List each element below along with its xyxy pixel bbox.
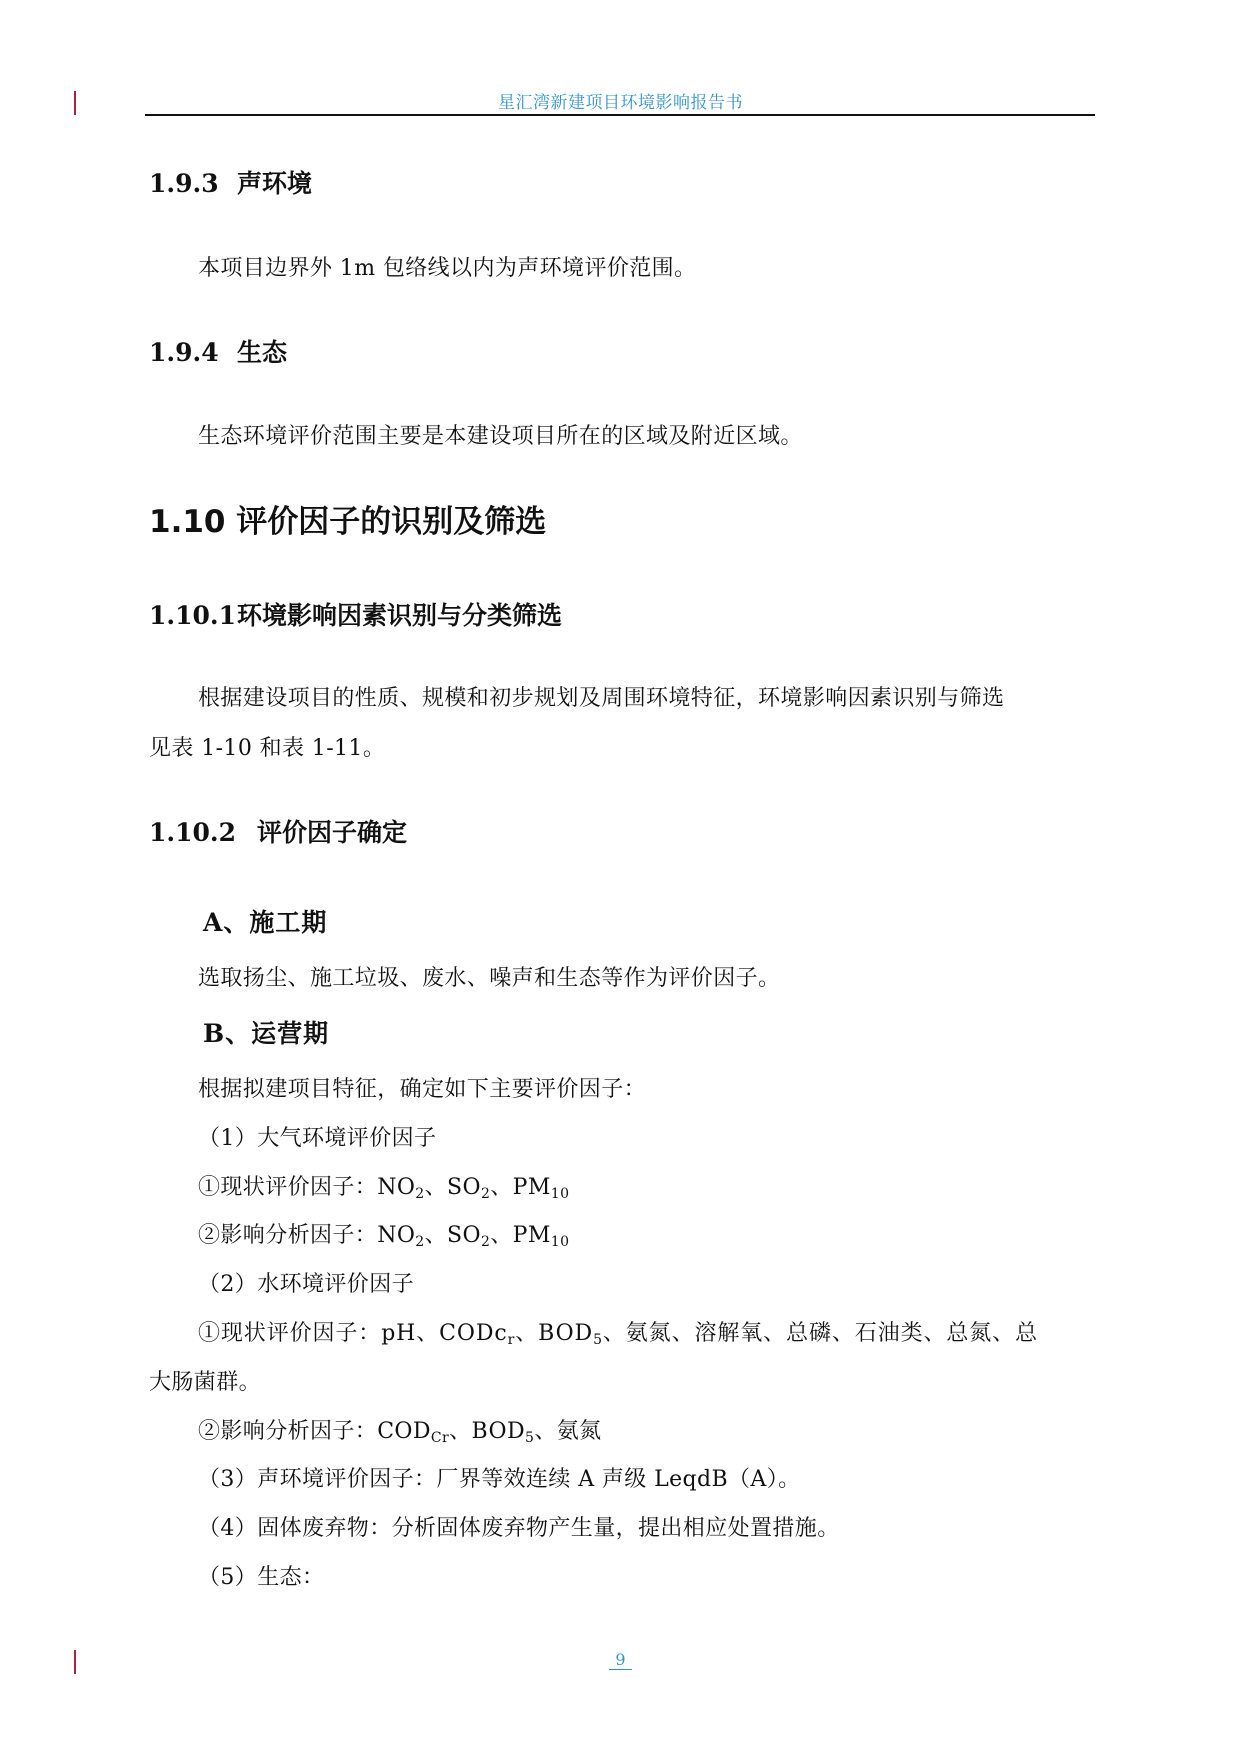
list-item-water-status: [198, 1316, 1038, 1347]
label: ②影响分析因子：: [198, 1223, 378, 1248]
heading-1-9-3: [149, 164, 312, 200]
factor-no2: NO: [377, 1175, 416, 1200]
factor-pm10: PM: [512, 1223, 551, 1248]
section-number: 1.9.3: [149, 169, 219, 198]
factor-pm10: PM: [512, 1175, 551, 1200]
list-item-air-status: [198, 1170, 569, 1201]
subscript: 5: [525, 1430, 535, 1446]
section-title: 声环境: [237, 169, 313, 198]
paragraph-identification-line1: 根据建设项目的性质、规模和初步规划及周围环境特征，环境影响因素识别与筛选: [198, 686, 1005, 711]
factor-bod: 、BOD: [515, 1321, 594, 1346]
separator: 、: [490, 1175, 513, 1200]
page-number: [0, 1650, 1241, 1669]
separator: 、: [490, 1223, 513, 1248]
paragraph-identification-line2: 见表 1-10 和表 1-11。: [149, 736, 386, 761]
heading-1-10-2: [149, 813, 407, 849]
factor-list: 、氨氮、溶解氧、总磷、石油类、总氮、总: [602, 1321, 1038, 1346]
section-title: 评价因子确定: [257, 818, 408, 847]
factor-no2: NO: [377, 1223, 416, 1248]
factor-bod: 、BOD: [449, 1419, 525, 1444]
factor-so2: SO: [447, 1175, 481, 1200]
paragraph-noise-scope: 本项目边界外 1m 包络线以内为声环境评价范围。: [198, 256, 697, 281]
heading-1-10: 1.10 评价因子的识别及筛选: [149, 504, 547, 540]
list-item-water-impact: [198, 1414, 602, 1445]
list-item-air: （1）大气环境评价因子: [198, 1126, 437, 1151]
paragraph-construction-factors: 选取扬尘、施工垃圾、废水、噪声和生态等作为评价因子。: [198, 966, 781, 991]
heading-construction-period: A、施工期: [203, 908, 328, 937]
subscript: Cr: [430, 1430, 450, 1446]
factor-ammonia: 、氨氮: [534, 1419, 602, 1444]
heading-1-9-4: [149, 333, 287, 369]
section-title: 生态: [237, 338, 288, 367]
separator: 、: [424, 1223, 448, 1248]
subscript: 10: [550, 1234, 570, 1250]
separator: 、: [424, 1175, 448, 1200]
list-item-air-impact: [198, 1218, 569, 1249]
subscript: r: [507, 1332, 516, 1348]
section-number: 1.9.4: [149, 338, 219, 367]
subscript: 2: [415, 1186, 425, 1202]
label: ②影响分析因子：COD: [198, 1419, 431, 1444]
section-number: 1.10.1: [149, 601, 236, 630]
subscript: 10: [550, 1186, 570, 1202]
subscript: 2: [480, 1234, 491, 1250]
header-rule: [145, 114, 1095, 116]
paragraph-eco-scope: 生态环境评价范围主要是本建设项目所在的区域及附近区域。: [198, 424, 803, 449]
heading-1-10-1: [149, 596, 562, 632]
section-title: 环境影响因素识别与分类筛选: [237, 601, 563, 630]
list-item-noise: （3）声环境评价因子：厂界等效连续 A 声级 LeqdB（A）。: [198, 1467, 801, 1492]
heading-operation-period: B、运营期: [203, 1019, 330, 1048]
subscript: 2: [480, 1186, 491, 1202]
page-number-text: 9: [609, 1650, 631, 1670]
label: ①现状评价因子：: [198, 1175, 378, 1200]
running-header: 星汇湾新建项目环境影响报告书: [498, 93, 743, 113]
label: ①现状评价因子：pH、CODc: [198, 1321, 508, 1346]
subscript: 5: [593, 1332, 603, 1348]
list-item-water: （2）水环境评价因子: [198, 1272, 414, 1297]
section-number: 1.10.2: [149, 818, 236, 847]
list-item-solid-waste: （4）固体废弃物：分析固体废弃物产生量，提出相应处置措施。: [198, 1516, 840, 1541]
factor-so2: SO: [447, 1223, 481, 1248]
subscript: 2: [415, 1234, 425, 1250]
list-item-water-status-cont: 大肠菌群。: [149, 1370, 262, 1395]
list-item-ecology: （5）生态：: [198, 1565, 325, 1590]
paragraph-operation-intro: 根据拟建项目特征，确定如下主要评价因子：: [198, 1077, 647, 1102]
